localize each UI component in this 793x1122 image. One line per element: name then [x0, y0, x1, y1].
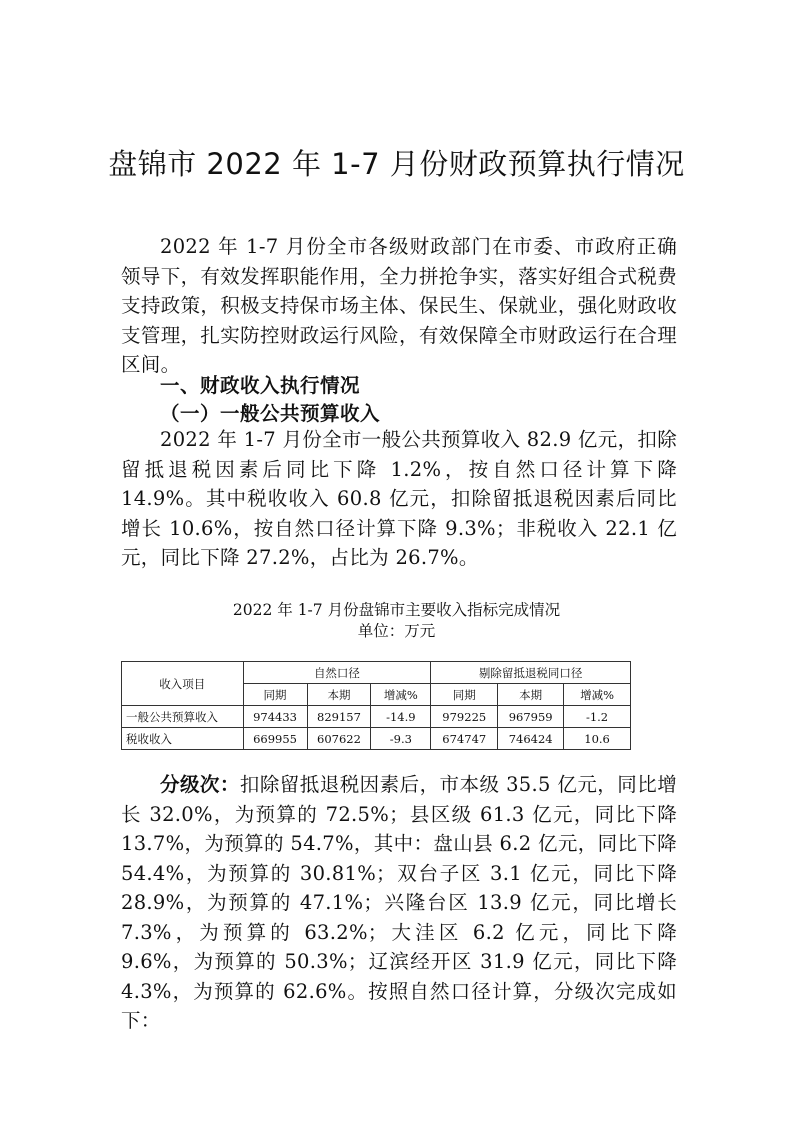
header-natural: 自然口径	[243, 662, 431, 684]
revenue-table	[121, 661, 631, 750]
table-cell: 967959	[498, 706, 564, 728]
subheader-cell: 本期	[307, 684, 371, 706]
table-cell: 746424	[498, 728, 564, 750]
row-label: 一般公共预算收入	[122, 706, 244, 728]
table-cell: 607622	[307, 728, 371, 750]
subheader-cell: 同期	[243, 684, 307, 706]
header-comparable: 剔除留抵退税同口径	[431, 662, 631, 684]
table-cell: -9.3	[371, 728, 431, 750]
section-heading-revenue: 一、财政收入执行情况	[160, 374, 361, 397]
subheader-cell: 增减%	[371, 684, 431, 706]
intro-paragraph: 2022 年 1-7 月份全市各级财政部门在市委、市政府正确领导下，有效发挥职能作用，全力拼抢争实，落实好组合式税费支持政策，积极支持保市场主体、保民生、保就业，强化财政收支管理，扎实防控财政运行风险，有效保障全市财政运行在合理区间。	[121, 235, 677, 376]
table-row	[122, 728, 631, 750]
table-cell: 10.6	[564, 728, 631, 750]
level-text: 扣除留抵退税因素后，市本级 35.5 亿元，同比增长 32.0%，为预算的 72.5%；县区级 61.3 亿元，同比下降 13.7%，为预算的 54.7%，其中：盘山县 6.2 亿元，同比下降 54.4%，为预算的 30.81%；双台子区 3.1 亿元，同比下降 28.9%，为预算的 47.1%；兴隆台区 13.9 亿元，同比增长 7.3%，为预算的 63.2%；大洼区 6.2 亿元，同比下降 9.6%，为预算的 50.3%；辽滨经开区 31.9 亿元，同比下降 4.3%，为预算的 62.6%。按照自然口径计算，分级次完成如下：	[121, 773, 677, 1032]
subheader-cell: 同期	[431, 684, 498, 706]
row-label: 税收收入	[122, 728, 244, 750]
level-label: 分级次：	[160, 773, 240, 796]
table-unit: 单位：万元	[357, 622, 436, 640]
table-header-row	[122, 662, 631, 684]
table-row	[122, 706, 631, 728]
table-cell: -14.9	[371, 706, 431, 728]
table-cell: -1.2	[564, 706, 631, 728]
subsection-heading-general-budget: （一）一般公共预算收入	[160, 402, 381, 425]
subheader-cell: 增减%	[564, 684, 631, 706]
table-title: 2022 年 1-7 月份盘锦市主要收入指标完成情况	[232, 601, 561, 619]
document-title: 盘锦市 2022 年 1-7 月份财政预算执行情况	[108, 147, 685, 181]
table-cell: 979225	[431, 706, 498, 728]
level-paragraph	[121, 770, 677, 1036]
table-cell: 669955	[243, 728, 307, 750]
table-cell: 829157	[307, 706, 371, 728]
header-item: 收入项目	[122, 662, 244, 706]
table-cell: 674747	[431, 728, 498, 750]
subheader-cell: 本期	[498, 684, 564, 706]
revenue-paragraph: 2022 年 1-7 月份全市一般公共预算收入 82.9 亿元，扣除留抵退税因素后同比下降 1.2%，按自然口径计算下降 14.9%。其中税收收入 60.8 亿元，扣除留抵退税因素后同比增长 10.6%，按自然口径计算下降 9.3%；非税收入 22.1 亿元，同比下降 27.2%，占比为 26.7%。	[121, 428, 677, 569]
table-cell: 974433	[243, 706, 307, 728]
